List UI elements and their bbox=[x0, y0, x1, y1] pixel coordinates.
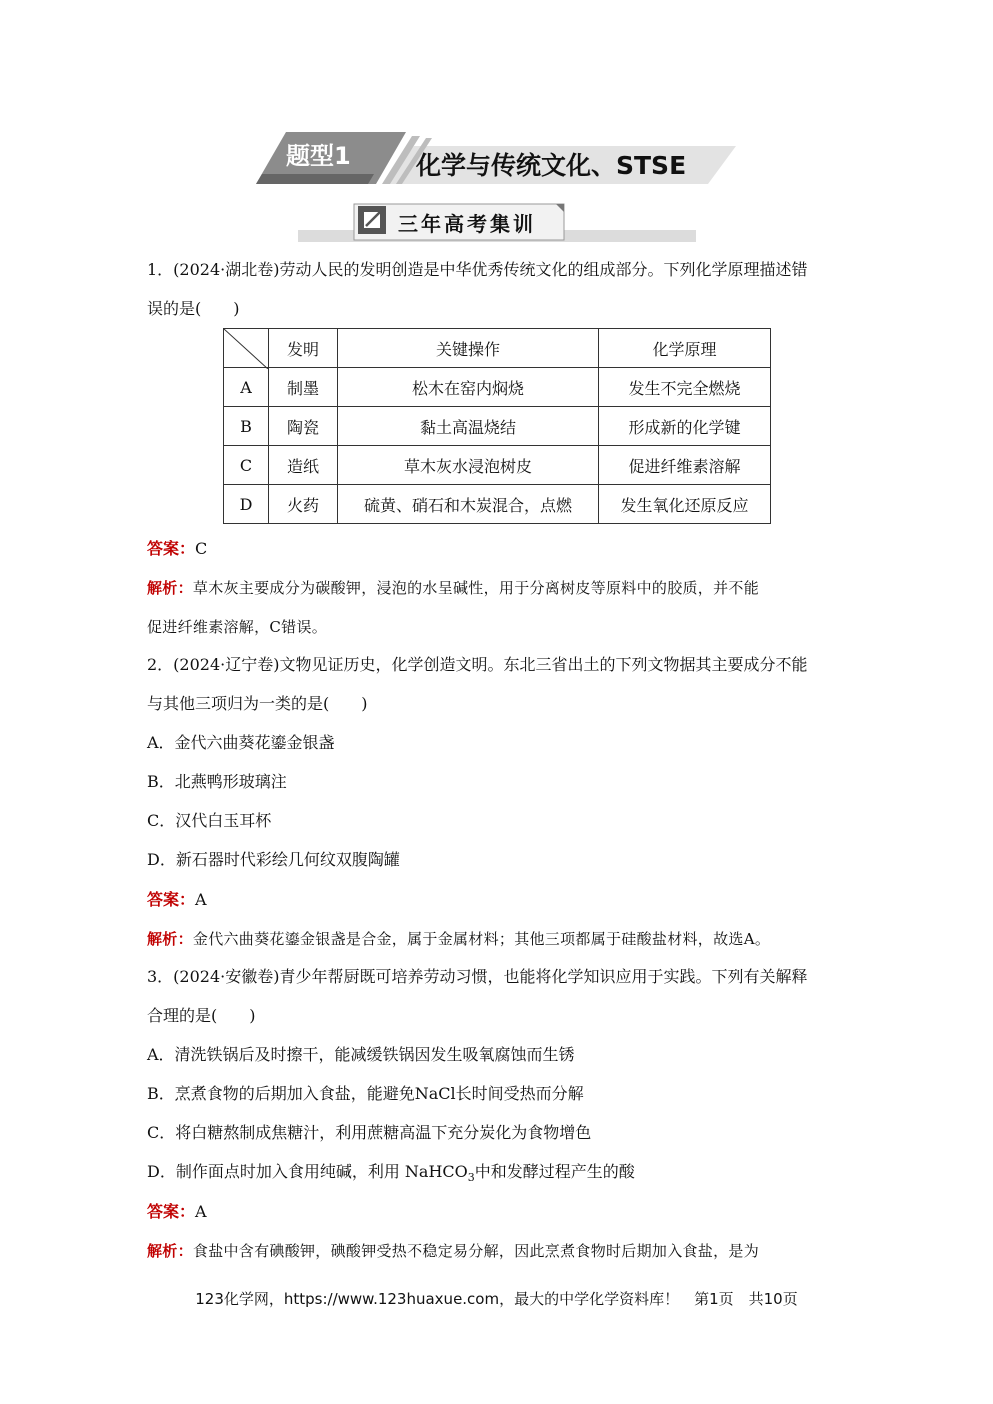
diagonal-line bbox=[224, 329, 268, 369]
q2-option-c: C．汉代白玉耳杯 bbox=[147, 811, 272, 830]
row-invention: 造纸 bbox=[269, 446, 338, 485]
table-row bbox=[224, 407, 771, 446]
explanation-text: 金代六曲葵花鎏金银盏是合金，属于金属材料；其他三项都属于硅酸盐材料，故选A。 bbox=[192, 930, 771, 948]
q3-stem-line2: 合理的是( ) bbox=[147, 1006, 256, 1025]
explanation-label: 解析： bbox=[147, 579, 193, 597]
banner-title: 化学与传统文化、STSE bbox=[416, 151, 687, 180]
answer-value: A bbox=[195, 1202, 207, 1221]
row-invention: 制墨 bbox=[269, 368, 338, 407]
header-invention: 发明 bbox=[269, 329, 338, 368]
answer-value: C bbox=[195, 539, 208, 558]
row-operation: 松木在窑内焖烧 bbox=[338, 368, 599, 407]
q2-option-d: D．新石器时代彩绘几何纹双腹陶罐 bbox=[147, 850, 400, 869]
q2-stem-line1: 2．(2024·辽宁卷)文物见证历史，化学创造文明。东北三省出土的下列文物据其主要成分不能 bbox=[147, 655, 808, 674]
row-operation: 硫黄、硝石和木炭混合，点燃 bbox=[338, 485, 599, 524]
answer-label: 答案： bbox=[147, 890, 196, 909]
row-letter: B bbox=[224, 407, 269, 446]
sub-header bbox=[298, 200, 696, 246]
row-principle: 发生不完全燃烧 bbox=[599, 368, 771, 407]
header-operation: 关键操作 bbox=[338, 329, 599, 368]
section-banner bbox=[256, 130, 736, 186]
row-principle: 促进纤维素溶解 bbox=[599, 446, 771, 485]
table-row bbox=[224, 368, 771, 407]
table-header-row bbox=[224, 329, 771, 368]
q3-answer bbox=[147, 1202, 207, 1222]
sub-header-label: 三年高考集训 bbox=[398, 212, 536, 236]
q2-stem-line2: 与其他三项归为一类的是( ) bbox=[147, 694, 368, 713]
subscript-3: 3 bbox=[467, 1171, 475, 1185]
explanation-label: 解析： bbox=[147, 930, 193, 948]
q1-stem-line2: 误的是( ) bbox=[147, 299, 240, 318]
explanation-text: 食盐中含有碘酸钾，碘酸钾受热不稳定易分解，因此烹煮食物时后期加入食盐，是为 bbox=[192, 1242, 760, 1260]
answer-label: 答案： bbox=[147, 1202, 196, 1221]
row-letter: C bbox=[224, 446, 269, 485]
diagonal-cell bbox=[224, 329, 269, 368]
table-row bbox=[224, 446, 771, 485]
banner-label: 题型1 bbox=[286, 142, 351, 170]
q1-explanation-line2: 促进纤维素溶解，C错误。 bbox=[147, 618, 328, 636]
q3-option-c: C．将白糖熬制成焦糖汁，利用蔗糖高温下充分炭化为食物增色 bbox=[147, 1123, 592, 1142]
row-operation: 黏土高温烧结 bbox=[338, 407, 599, 446]
q1-stem-line1: 1．(2024·湖北卷)劳动人民的发明创造是中华优秀传统文化的组成部分。下列化学原理描述错 bbox=[147, 260, 808, 279]
q2-option-a: A．金代六曲葵花鎏金银盏 bbox=[147, 733, 335, 752]
explanation-label: 解析： bbox=[147, 1242, 193, 1260]
q3-option-d bbox=[147, 1162, 635, 1188]
row-invention: 陶瓷 bbox=[269, 407, 338, 446]
row-operation: 草木灰水浸泡树皮 bbox=[338, 446, 599, 485]
header-principle: 化学原理 bbox=[599, 329, 771, 368]
q2-explanation-line1 bbox=[147, 929, 770, 949]
option-d-text-end: 中和发酵过程产生的酸 bbox=[474, 1162, 635, 1181]
row-letter: A bbox=[224, 368, 269, 407]
q1-answer bbox=[147, 539, 207, 559]
answer-label: 答案： bbox=[147, 539, 196, 558]
row-invention: 火药 bbox=[269, 485, 338, 524]
table-row bbox=[224, 485, 771, 524]
row-principle: 发生氧化还原反应 bbox=[599, 485, 771, 524]
q3-explanation-line1 bbox=[147, 1241, 759, 1261]
q3-option-b: B．烹煮食物的后期加入食盐，能避免NaCl长时间受热而分解 bbox=[147, 1084, 584, 1103]
q1-table bbox=[223, 328, 771, 524]
option-d-text: D．制作面点时加入食用纯碱，利用 NaHCO bbox=[147, 1162, 468, 1181]
row-principle: 形成新的化学键 bbox=[599, 407, 771, 446]
q2-option-b: B．北燕鸭形玻璃注 bbox=[147, 772, 287, 791]
row-letter: D bbox=[224, 485, 269, 524]
explanation-text: 草木灰主要成分为碳酸钾，浸泡的水呈碱性，用于分离树皮等原料中的胶质，并不能 bbox=[192, 579, 760, 597]
q3-option-a: A．清洗铁锅后及时擦干，能减缓铁锅因发生吸氧腐蚀而生锈 bbox=[147, 1045, 575, 1064]
q1-explanation-line1 bbox=[147, 578, 759, 598]
q3-stem-line1: 3．(2024·安徽卷)青少年帮厨既可培养劳动习惯，也能将化学知识应用于实践。下列有关解释 bbox=[147, 967, 808, 986]
page-footer: 123化学网，https://www.123huaxue.com，最大的中学化学资料库！ 第1页 共10页 bbox=[195, 1290, 798, 1308]
answer-value: A bbox=[195, 890, 207, 909]
q2-answer bbox=[147, 890, 207, 910]
